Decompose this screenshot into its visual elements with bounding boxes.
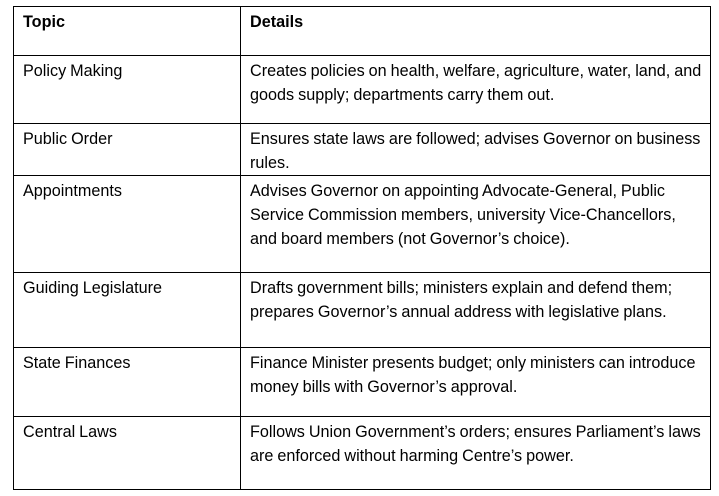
details-cell: Advises Governor on appointing Advocate-General, Public Service Commission members, university Vice-Chancellors, and board members (not Governor’s choice). [241, 176, 711, 273]
details-cell: Finance Minister presents budget; only ministers can introduce money bills with Governor’s approval. [241, 348, 711, 417]
column-header-topic: Topic [14, 7, 241, 56]
details-cell: Ensures state laws are followed; advises Governor on business rules. [241, 124, 711, 176]
table-row [14, 56, 711, 124]
topic-cell: State Finances [14, 348, 241, 417]
table-row [14, 176, 711, 273]
table-row [14, 417, 711, 490]
column-header-details: Details [241, 7, 711, 56]
table-row [14, 348, 711, 417]
topics-table [13, 6, 711, 490]
topic-cell: Policy Making [14, 56, 241, 124]
topic-cell: Central Laws [14, 417, 241, 490]
table-row [14, 273, 711, 348]
details-cell: Creates policies on health, welfare, agriculture, water, land, and goods supply; departments carry them out. [241, 56, 711, 124]
table-row [14, 124, 711, 176]
topic-cell: Public Order [14, 124, 241, 176]
table-header-row [14, 7, 711, 56]
topic-cell: Appointments [14, 176, 241, 273]
topic-cell: Guiding Legislature [14, 273, 241, 348]
details-cell: Drafts government bills; ministers explain and defend them; prepares Governor’s annual address with legislative plans. [241, 273, 711, 348]
details-cell: Follows Union Government’s orders; ensures Parliament’s laws are enforced without harming Centre’s power. [241, 417, 711, 490]
